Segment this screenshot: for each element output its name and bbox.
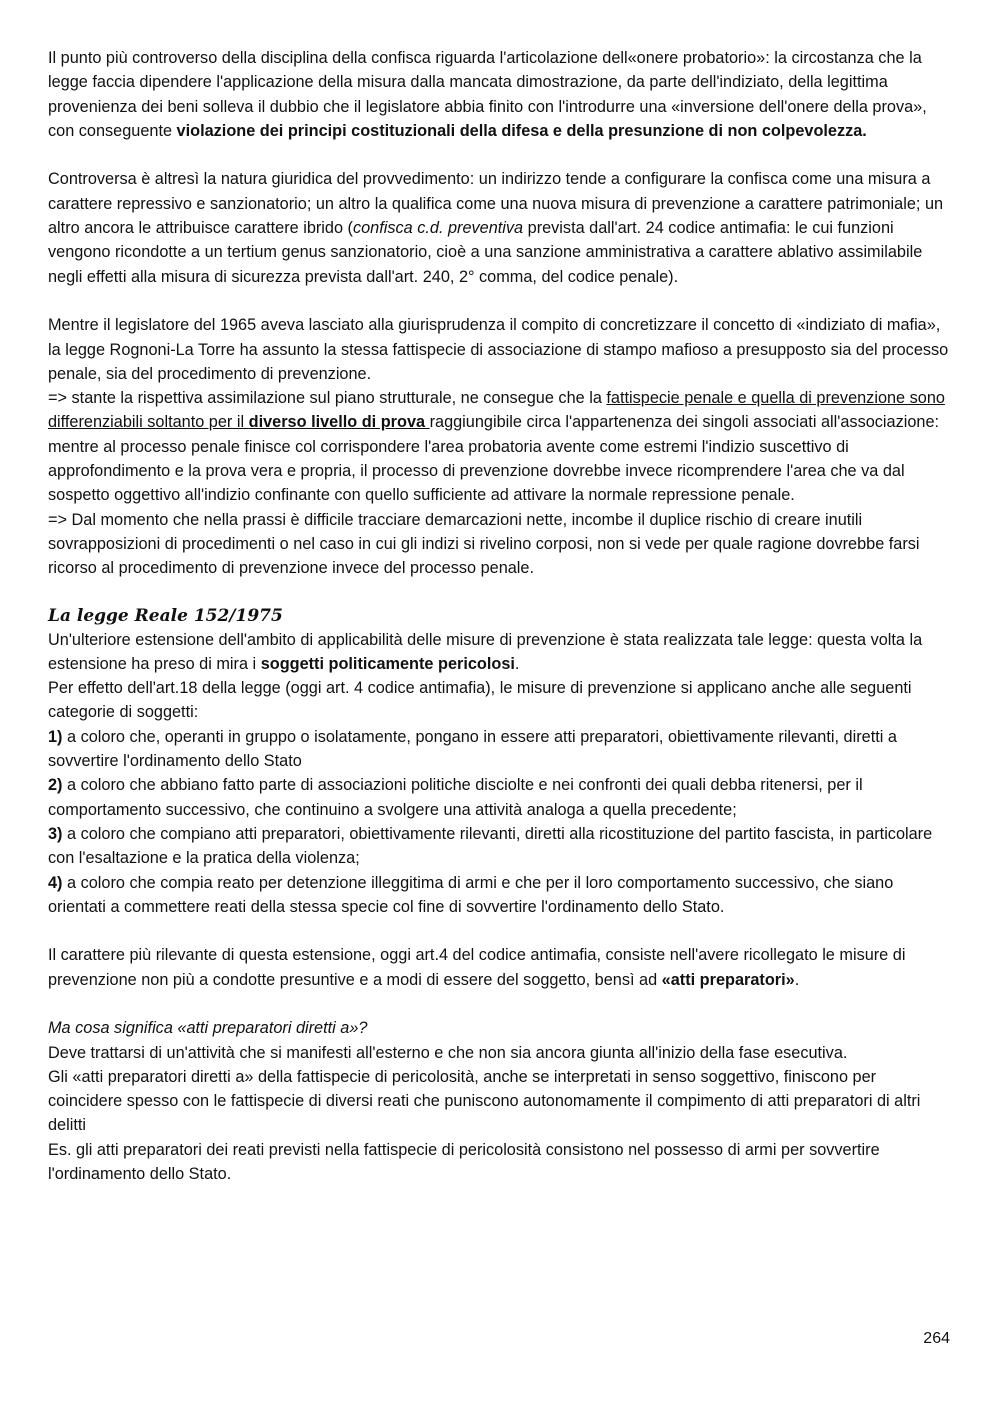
list-item [48, 773, 954, 822]
paragraph-onere-probatorio [48, 46, 954, 143]
paragraph-art18 [48, 676, 954, 725]
paragraph-attivita-esterna: Deve trattarsi di un'attività che si manifesti all'esterno e che non sia ancora giunta all'inizio della fase esecutiva. [48, 1043, 848, 1062]
list-number: 1) [48, 727, 63, 746]
text-span: Per effetto dell'art.18 della legge (oggi art. 4 codice antimafia), le misure di prevenzione si applicano anche alle seguenti categorie di soggetti: [48, 679, 912, 722]
document-body [48, 46, 954, 1186]
paragraph-atti-preparatori: Gli «atti preparatori diretti a» della fattispecie di pericolosità, anche se interpretati in senso soggettivo, finiscono per coincidere spesso con le fattispecie di diversi reati che puniscono autonomamente il compimento di atti preparatori di altri delitti [48, 1067, 921, 1135]
list-text: a coloro che, operanti in gruppo o isolatamente, pongano in essere atti preparatori, obiettivamente rilevanti, diretti a sovvertire l'ordinamento dello Stato [48, 727, 897, 771]
text-span: Un'ulteriore estensione dell'ambito di applicabilità delle misure di prevenzione è stata realizzata tale legge: questa volta la estensione ha preso di mira i [48, 630, 923, 673]
text-span: Il punto più controverso della disciplina della confisca riguarda l'articolazione dell«onere probatorio»: la circostanza che la legge faccia dipendere l'applicazione della misura dalla mancata dimostrazione, da parte dell'indiziato, della legittima provenienza dei beni solleva il dubbio che il legislatore abbia finito con l'introdurre una «inversione dell'onere della prova», con conseguente [48, 49, 927, 140]
text-span: => stante la rispettiva assimilazione sul piano strutturale, ne consegue che la [48, 389, 607, 408]
paragraph-assimilazione [48, 386, 954, 507]
text-span: . [514, 654, 520, 673]
italic-text: Ma cosa significa «atti preparatori diretti a»? [48, 1019, 368, 1038]
italic-text: confisca c.d. preventiva [352, 219, 524, 238]
paragraph-esempio: Es. gli atti preparatori dei reati previsti nella fattispecie di pericolosità consistono nel possesso di armi per sovvertire l'ordinamento dello Stato. [48, 1140, 880, 1184]
text-span: Il carattere più rilevante di questa estensione, oggi art.4 del codice antimafia, consiste nell'avere ricollegato le misure di prevenzione non più a condotte presuntive e a modi di essere del soggetto, bensì ad [48, 946, 906, 989]
bold-text: soggetti politicamente pericolosi [260, 654, 515, 673]
list-item [48, 725, 954, 774]
list-number: 4) [48, 873, 63, 892]
list-number: 3) [48, 824, 63, 843]
list-number: 2) [48, 776, 63, 795]
text-span: . [794, 970, 800, 989]
section-heading: La legge Reale 152/1975 [48, 605, 283, 626]
text-span: => Dal momento che nella prassi è difficile tracciare demarcazioni nette, incombe il duplice rischio di creare inutili sovrapposizioni di procedimenti o nel caso in cui gli indizi si rivelino corposi, non si vede per quale ragione dovrebbe farsi ricorso al procedimento di prevenzione invece del processo penale. [48, 510, 920, 578]
text-span: Mentre il legislatore del 1965 aveva lasciato alla giurisprudenza il compito di concretizzare il concetto di «indiziato di mafia», la legge Rognoni-La Torre ha assunto la stessa fattispecie di associazione di stampo mafioso a presupposto sia del processo penale, sia del procedimento di prevenzione. [48, 316, 949, 383]
list-text: a coloro che compiano atti preparatori, obiettivamente rilevanti, diretti alla ricostituzione del partito fascista, in particolare con l'esaltazione e la pratica della violenza; [48, 824, 933, 868]
bold-text: «atti preparatori» [661, 970, 795, 989]
paragraph-natura-giuridica [48, 167, 954, 288]
underlined-text: fattispecie penale e quella di prevenzione sono differenziabili soltanto per il [48, 389, 945, 432]
question-text [48, 1016, 954, 1040]
list-item [48, 822, 954, 871]
page-number: 264 [923, 1330, 950, 1347]
text-span: Controversa è altresì la natura giuridica del provvedimento: un indirizzo tende a configurare la confisca come una misura a carattere repressivo e sanzionatorio; un altro la qualifica come una nuova misura di prevenzione a carattere patrimoniale; un altro ancora le attribuisce carattere ibrido ( [48, 170, 944, 238]
list-text: a coloro che compia reato per detenzione illeggitima di armi e che per il loro comportamento successivo, che siano orientati a commettere reati della stessa specie col fine di sovvertire l'ordinamento dello Stato. [48, 873, 894, 916]
paragraph-estensione [48, 628, 954, 677]
text-span: raggiungibile circa l'appartenenza dei singoli associati all'associazione: mentre al processo penale finisce col corrispondere l'area probatoria avente come estremi l'indizio suscettivo di approfondimento e la prova vera e propria, il processo di prevenzione dovrebbe invece ricomprendere l'area che va dal sospetto oggettivo all'indizio confinante con quello sufficiente ad attivare la normale repressione penale. [48, 413, 940, 505]
underlined-bold-text [249, 413, 430, 431]
paragraph-carattere-rilevante [48, 943, 954, 992]
bold-text: violazione dei principi costituzionali della difesa e della presunzione di non colpevolezza. [176, 121, 867, 140]
paragraph-legislatore-1965 [48, 313, 954, 386]
list-item [48, 871, 954, 920]
paragraph-prassi [48, 508, 954, 581]
bold-text: diverso livello di prova [248, 413, 430, 432]
list-text: a coloro che abbiano fatto parte di associazioni politiche disciolte e nei confronti dei quali debba ritenersi, per il comportamento successivo, che continuino a svolgere una attività analoga a quella precedente; [48, 776, 863, 819]
text-span: prevista dall'art. 24 codice antimafia: le cui funzioni vengono ricondotte a un tertium genus sanzionatorio, cioè a una sanzione amministrativa a carattere ablativo assimilabile negli effetti alla misura di sicurezza prevista dall'art. 240, 2° comma, del codice penale). [48, 219, 923, 286]
